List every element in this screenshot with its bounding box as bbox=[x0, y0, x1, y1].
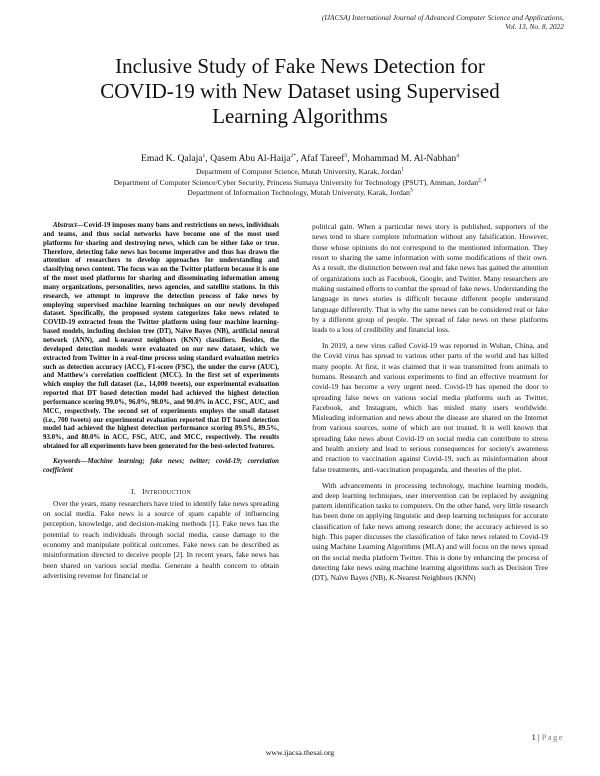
body-paragraph: With advancements in processing technology, machine learning models, and deep learning techniques, user intervention can be replaced by assigning pattern identification tasks to computers. On the other hand, very little research has been done on applying linguistic and deep learning techniques for accurate classification of fake news among research done; the accuracy achieved is so high. This paper discusses the classification of fake news related to Covid-19 using Machine Learning Algorithms (MLA) and will focus on the news spread on the social media platform Twitter. This is done by enhancing the process of detecting fake news using machine learning algorithms such as Decision Tree (DT), Naïve Bayes (NB), K-Nearest Neighbors (KNN) bbox=[312, 480, 548, 583]
author-affiliation-mark: 3 bbox=[344, 152, 348, 159]
journal-volume: Vol. 13, No. 8, 2022 bbox=[505, 22, 564, 32]
section-title-rest: NTRODUCTION bbox=[144, 489, 192, 496]
body-paragraph: In 2019, a new virus called Covid-19 was reported in Wuhan, China, and the Covid virus has spread to various other parts of the world and has killed many people. At first, it was claimed that it was transmitted from animals to humans. Research and various experiments to find an effective treatment for covid-19 has become a very urgent need. Covid-19 has opened the door to spreading false news on various social media platforms such as Twitter, Facebook, and Instagram, which has misled many users worldwide. Misleading information and news about the disease are shared on the Internet from various sources, some of which are not trusted. It is well known that spreading fake news about Covid-19 on social media can contribute to stress and health anxiety and lead to serious consequences for society's awareness and reaction to vaccination against Covid-19, such as misinformation about false treatments, anti-vaccination propaganda, and theories of the plot. bbox=[312, 340, 548, 474]
keywords-dash: — bbox=[80, 457, 88, 465]
paper-title bbox=[20, 54, 580, 129]
affiliation-3 bbox=[10, 188, 590, 199]
author-affiliation-mark: 4 bbox=[456, 152, 459, 159]
abstract-label: Abstract bbox=[53, 222, 77, 229]
body-paragraph: political gain. When a particular news story is published, supporters of the news tend to share complete information without any falsification. However, those whose opinions do not correspond to the mentioned information. They resort to sharing the same information with some modifications of their own. As a result, the distinction between real and fake news has gained the attention of organizations such as Facebook, Google, and Twitter. Many researchers are making sustained efforts to combat the spread of fake news. Understanding the language in news stories is difficult because different people understand language differently. That is why the same news can be considered real or fake by a different group of people. The spread of fake news on these platforms leads to a loss of credibility and financial loss. bbox=[312, 222, 548, 335]
intro-paragraph: Over the years, many researchers have tried to identify fake news spreading on social media. Fake news is a source of spam capable of influencing perception, knowledge, and decision-making methods [1]. Fake news has the potential to reach individuals through social media, cause damage to the economy and manipulate political outcomes. Fake news can be described as misinformation directed to deceive people [2]. In recent years, fake news has been shared on various social media. Generate a health concern to obtain advertising revenue for financial or bbox=[43, 498, 279, 580]
journal-name: (IJACSA) International Journal of Advanced Computer Science and Applications, bbox=[321, 13, 564, 22]
author-name: Afaf Tareef bbox=[300, 153, 345, 164]
keywords-text: Machine learning; fake news; twitter; covid-19; correlation coefficient bbox=[43, 457, 279, 474]
keywords-label: Keywords bbox=[53, 457, 81, 465]
journal-header bbox=[204, 13, 564, 32]
page-label: Page bbox=[541, 733, 564, 742]
author-affiliation-mark: 2* bbox=[290, 152, 297, 159]
keywords bbox=[43, 458, 279, 476]
section-title-initial: I bbox=[142, 486, 145, 496]
page-number bbox=[532, 733, 564, 742]
affiliation-2 bbox=[10, 178, 590, 189]
affiliation-text: Department of Computer Science/Cyber Security, Princess Sumaya University for Technology (PSUT), Amman, Jordan bbox=[113, 177, 479, 187]
affiliation-mark: 3 bbox=[409, 187, 413, 194]
right-column bbox=[312, 222, 548, 589]
title-line-3: Learning Algorithms bbox=[212, 104, 388, 128]
page-separator: | bbox=[535, 733, 542, 742]
author-name: Qasem Abu Al-Haija bbox=[210, 153, 291, 164]
title-line-2: COVID-19 with New Dataset using Supervised bbox=[100, 79, 500, 103]
author-name: Mohammad M. Al-Nabhan bbox=[352, 153, 457, 164]
section-number: I. bbox=[130, 486, 136, 496]
affiliation-mark: 1 bbox=[401, 166, 405, 173]
footer-url: www.ijacsa.thesai.org bbox=[265, 748, 335, 757]
affiliation-mark: 2, 4 bbox=[478, 177, 487, 184]
affiliation-1 bbox=[10, 167, 590, 178]
author-list: Emad K. Qalaja$^1$, Qasem Abu Al-Haija$^{2*}$, Afaf Tareef$^3$, Mohammad M. Al-Nabhan$^4$ bbox=[141, 152, 459, 164]
affiliations bbox=[10, 167, 590, 199]
affiliation-text: Department of Information Technology, Mutah University, Karak, Jordan bbox=[187, 188, 410, 198]
section-heading-introduction bbox=[43, 487, 279, 496]
page-number-value: 1 bbox=[531, 733, 536, 742]
author-affiliation-mark: 1 bbox=[202, 152, 206, 159]
abstract-dash: — bbox=[76, 222, 84, 229]
abstract-text: Covid-19 imposes many bans and restrictions on news, individuals and teams, and thus social networks have become one of the most used platforms for sharing and destroying news, which can be either fake or true. Therefore, detecting fake news has become imperative and thus has drawn the attention of researchers to develop approaches for understanding and classifying news content. The focus was on the Twitter platform because it is one of the most used platforms for sharing and disseminating information among many organizations, personalities, news agencies, and satellite stations. In this research, we attempt to improve the detection process of fake news by employing supervised machine learning techniques on our newly developed dataset. Specifically, the proposed system categorizes fake news related to COVID-19 extracted from the Twitter platform using four machine learning-based models, including decision tree (DT), Naïve Bayes (NB), artificial neural network (ANN), and k-nearest neighbors (KNN) classifiers. Besides, the developed detection models were evaluated on our new dataset, which we extracted from Twitter in a real-time process using standard evaluation metrics such as detection accuracy (ACC), F1-score (FSC), the under the curve (AUC), and Matthew's correlation coefficient (MCC). In the first set of experiments which employ the full dataset (i.e., 14,000 tweets), our experimental evaluation reported that DT based detection model had achieved the highest detection performance scoring 99.0%, 96.0%, 98.0%, and 90.0% in ACC, FSC, AUC, and MCC, respectively. The second set of experiments employs the small dataset (i.e., 700 tweets) our experimental evaluation reported that DT based detection model had achieved the highest detection performance scoring 89.5%, 89.5%, 93.0%, and 80.0% in ACC, FSC, AUC, and MCC, respectively. The results obtained for all experiments have been generated for the best-selected features. bbox=[43, 222, 279, 451]
abstract bbox=[43, 222, 279, 452]
author-name: Emad K. Qalaja bbox=[141, 153, 203, 164]
affiliation-text: Department of Computer Science, Mutah University, Karak, Jordan bbox=[195, 167, 402, 176]
title-line-1: Inclusive Study of Fake News Detection for bbox=[115, 54, 485, 78]
left-column bbox=[43, 222, 279, 581]
